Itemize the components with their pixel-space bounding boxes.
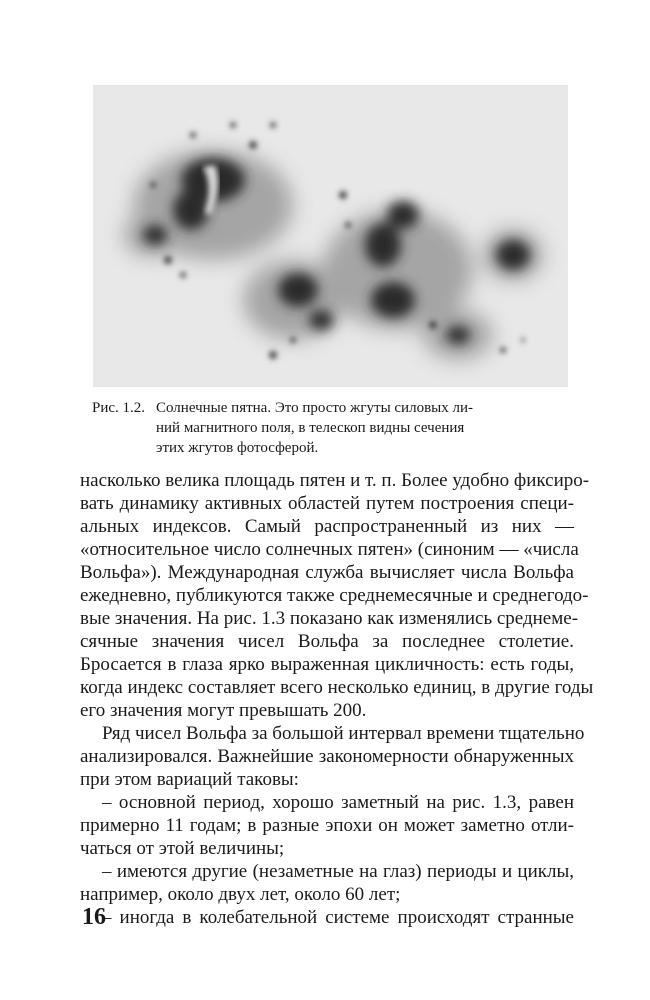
text-line: насколько велика площадь пятен и т. п. Более удобно фиксиро- <box>80 470 590 491</box>
text-line: Бросается в глаза ярко выраженная цикличность: есть годы, <box>80 654 574 675</box>
text-line: Вольфа»). Международная служба вычисляет числа Вольфа <box>80 562 574 583</box>
text-line: сячные значения чисел Вольфа за последнее столетие. <box>80 631 574 652</box>
text-line: вать динамику активных областей путем построения специ- <box>80 493 574 514</box>
list-item-line: – имеются другие (незаметные на глаз) периоды и циклы, <box>102 861 574 882</box>
sunspot-photo <box>93 85 568 387</box>
caption-label: Рис. 1.2. <box>92 400 146 416</box>
text-line: «относительное число солнечных пятен» (синоним — «числа <box>80 539 579 560</box>
text-line: примерно 11 годам; в разные эпохи он может заметно отли- <box>80 815 574 836</box>
list-item-line: – иногда в колебательной системе происходят странные <box>102 907 574 928</box>
text-line: ежедневно, публикуются также среднемесячные и среднегодо- <box>80 585 589 606</box>
text-line: его значения могут превышать 200. <box>80 700 367 721</box>
text-line: при этом вариаций таковы: <box>80 769 299 790</box>
page-number: 16 <box>82 904 106 930</box>
caption-line: Солнечные пятна. Это просто жгуты силовых ли- <box>156 400 473 416</box>
text-line: вые значения. На рис. 1.3 показано как изменялись среднеме- <box>80 608 579 629</box>
text-line: Ряд чисел Вольфа за большой интервал времени тщательно <box>102 723 585 744</box>
text-line: альных индексов. Самый распространенный из них — <box>80 516 574 537</box>
caption-line: ний магнитного поля, в телескоп видны сечения <box>156 420 465 436</box>
text-line: например, около двух лет, около 60 лет; <box>80 884 401 905</box>
text-line: чаться от этой величины; <box>80 838 285 859</box>
list-item-line: – основной период, хорошо заметный на рис. 1.3, равен <box>102 792 574 813</box>
caption-line: этих жгутов фотосферой. <box>156 440 319 456</box>
text-line: анализировался. Важнейшие закономерности обнаруженных <box>80 746 574 767</box>
text-line: когда индекс составляет всего несколько единиц, в другие годы <box>80 677 594 698</box>
